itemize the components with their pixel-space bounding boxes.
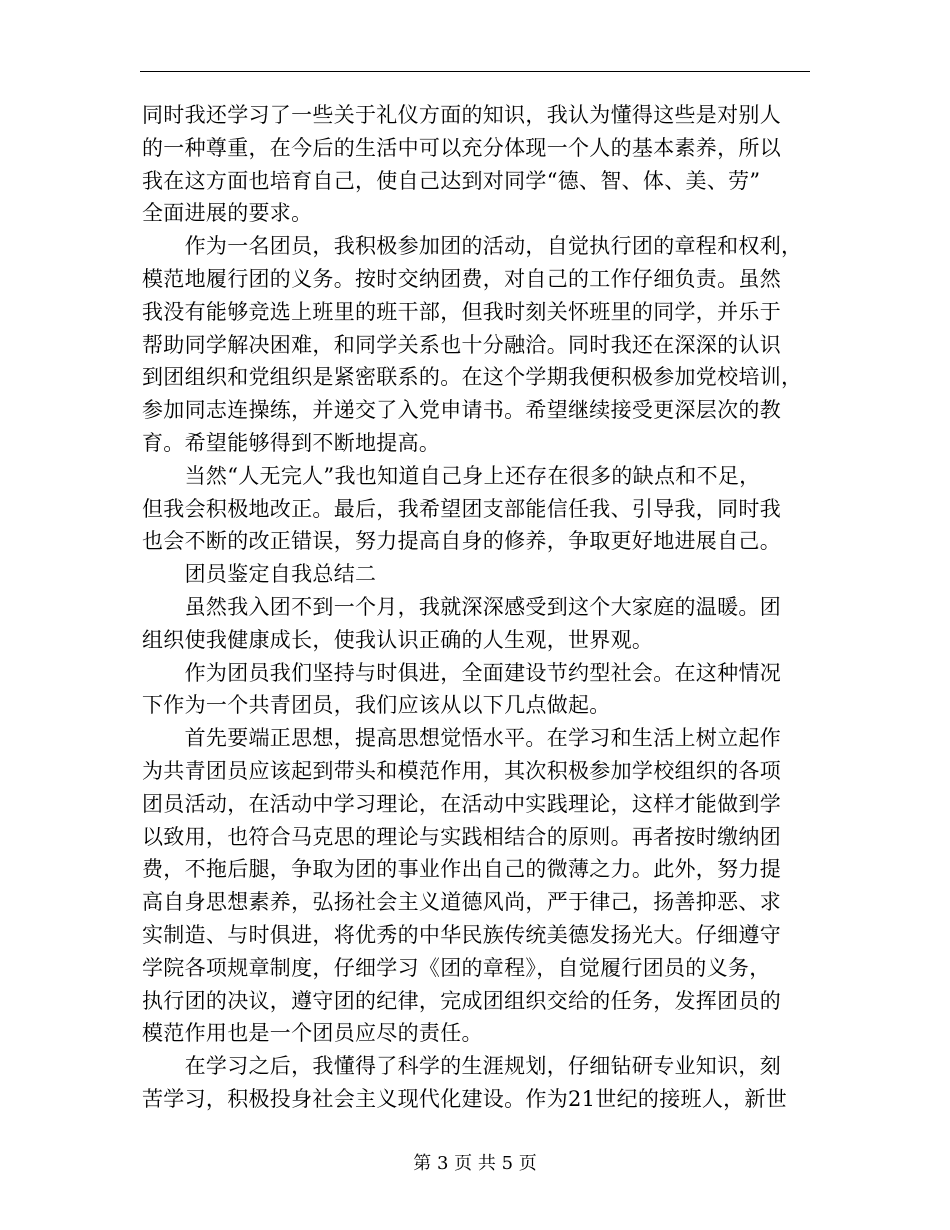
text-line: 苦学习，积极投身社会主义现代化建设。作为21世纪的接班人，新世 [142, 1086, 788, 1111]
text-line: 实制造、与时俱进，将优秀的中华民族传统美德发扬光大。仔细遵守 [142, 922, 781, 947]
text-line: 以致用，也符合马克思的理论与实践相结合的原则。再者按时缴纳团 [142, 824, 781, 849]
text-line: 下作为一个共青团员，我们应该从以下几点做起。 [142, 693, 611, 718]
text-line: 组织使我健康成长，使我认识正确的人生观，世界观。 [142, 627, 654, 652]
page-footer: 第 3 页 共 5 页 [413, 1153, 537, 1174]
text-line: 执行团的决议，遵守团的纪律，完成团组织交给的任务，发挥团员的 [142, 988, 781, 1013]
text-line: 同时我还学习了一些关于礼仪方面的知识，我认为懂得这些是对别人 [142, 103, 781, 127]
header-rule [140, 71, 810, 72]
text-line: 在学习之后，我懂得了科学的生涯规划，仔细钻研专业知识，刻 [142, 1054, 781, 1079]
text-line: 作为一名团员，我积极参加团的活动，自觉执行团的章程和权利， [142, 234, 803, 259]
text-line: 费，不拖后腿，争取为团的事业作出自己的微薄之力。此外，努力提 [142, 857, 781, 882]
text-line: 作为团员我们坚持与时俱进，全面建设节约型社会。在这种情况 [142, 660, 781, 685]
text-line: 到团组织和党组织是紧密联系的。在这个学期我便积极参加党校培训， [142, 365, 803, 390]
text-line: 模范地履行团的义务。按时交纳团费，对自己的工作仔细负责。虽然 [142, 266, 781, 291]
text-line: 的一种尊重，在今后的生活中可以充分体现一个人的基本素养，所以 [142, 135, 781, 160]
text-line: 全面进展的要求。 [142, 201, 313, 226]
body-text [142, 99, 810, 1116]
text-line: 我在这方面也培育自己，使自己达到对同学“德、智、体、美、劳” [142, 168, 761, 193]
text-line: 当然“人无完人”我也知道自己身上还存在很多的缺点和不足， [142, 463, 761, 488]
text-line: 首先要端正思想，提高思想觉悟水平。在学习和生活上树立起作 [142, 726, 781, 751]
text-line: 我没有能够竞选上班里的班干部，但我时刻关怀班里的同学，并乐于 [142, 299, 781, 324]
text-line: 育。希望能够得到不断地提高。 [142, 430, 441, 455]
text-line: 团员鉴定自我总结二 [142, 562, 377, 587]
text-line: 学院各项规章制度，仔细学习《团的章程》，自觉履行团员的义务， [142, 955, 771, 980]
text-line: 参加同志连操练，并递交了入党申请书。希望继续接受更深层次的教 [142, 398, 781, 423]
text-line: 虽然我入团不到一个月，我就深深感受到这个大家庭的温暖。团 [142, 594, 781, 619]
text-line: 团员活动，在活动中学习理论，在活动中实践理论，这样才能做到学 [142, 791, 781, 816]
text-line: 为共青团员应该起到带头和模范作用，其次积极参加学校组织的各项 [142, 758, 781, 783]
text-line: 高自身思想素养，弘扬社会主义道德风尚，严于律己，扬善抑恶、求 [142, 890, 781, 915]
text-line: 但我会积极地改正。最后，我希望团支部能信任我、引导我，同时我 [142, 496, 781, 521]
text-line: 模范作用也是一个团员应尽的责任。 [142, 1021, 483, 1046]
text-line: 也会不断的改正错误，努力提高自身的修养，争取更好地进展自己。 [142, 529, 781, 554]
text-line: 帮助同学解决困难，和同学关系也十分融洽。同时我还在深深的认识 [142, 332, 781, 357]
